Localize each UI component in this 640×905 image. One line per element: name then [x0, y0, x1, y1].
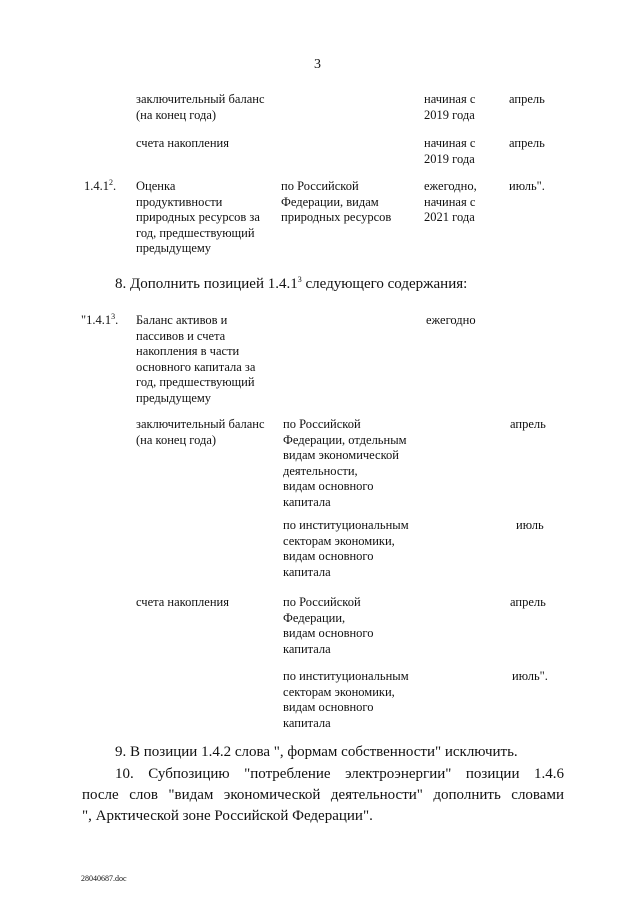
text-line: продуктивности — [136, 194, 223, 209]
paragraph-10-line-1: 10. Субпозицию "потребление электроэнергии" позиции 1.4.6 — [115, 766, 564, 782]
text-line: видам основного — [283, 626, 374, 640]
text-line: заключительный баланс — [136, 417, 265, 431]
t2-main-period: ежегодно — [426, 313, 476, 327]
code-suffix: . — [113, 179, 117, 193]
t2-final-sub2-breakdown — [283, 518, 409, 580]
text-line: деятельности, — [283, 463, 358, 478]
text-span: 8. Дополнить позицией 1.4.1 — [115, 276, 298, 292]
t2-accum-sub1-month: апрель — [510, 595, 546, 609]
t2-accum-sub2-breakdown — [283, 669, 409, 731]
t1-row-c-breakdown — [281, 179, 391, 226]
text-line: начиная с — [424, 92, 476, 106]
text-line: (на конец года) — [136, 107, 217, 122]
text-line: 2021 года — [424, 210, 475, 224]
text-line: по Российской — [283, 417, 361, 431]
text-line: природных ресурсов за — [136, 210, 260, 224]
text-line: природных ресурсов — [281, 210, 392, 224]
t1-row-c-code — [84, 179, 116, 195]
text-line: счета накопления — [136, 136, 229, 150]
text-line: по Российской — [283, 595, 361, 609]
text-line: видам основного — [283, 549, 374, 563]
t2-accum-sub1-breakdown — [283, 595, 374, 657]
paragraph-10-line-3: ", Арктической зоне Российской Федерации". — [82, 808, 373, 824]
text-line: видам экономической — [283, 448, 399, 462]
t1-row-b-period — [424, 136, 475, 167]
text-line: капитала — [283, 641, 331, 656]
text-line: (на конец года) — [136, 432, 217, 447]
t1-row-c-name — [136, 179, 260, 257]
text-line: Федерации, отдельным — [283, 432, 407, 447]
text-line: секторам экономики, — [283, 684, 395, 699]
text-line: 2019 года — [424, 107, 475, 122]
text-line: Оценка — [136, 179, 176, 193]
text-line: Федерации, — [283, 610, 346, 625]
text-line: счета накопления — [136, 595, 229, 609]
text-line: капитала — [283, 564, 331, 579]
footer-filename: 28040687.doc — [81, 874, 127, 883]
t1-row-a-period — [424, 92, 475, 123]
text-span: следующего содержания: — [301, 276, 468, 292]
t1-row-c-month: июль". — [509, 179, 545, 193]
t2-final-name — [136, 417, 265, 448]
t2-final-sub1-month: апрель — [510, 417, 546, 431]
text-line: основного капитала за — [136, 359, 256, 374]
text-line: видам основного — [283, 479, 374, 493]
superscript: 3 — [297, 275, 302, 284]
text-line: по институциональным — [283, 518, 409, 532]
text-line: накопления в части — [136, 344, 240, 358]
code-text: 1.4.1 — [84, 179, 109, 193]
t2-final-sub2-month: июль — [516, 518, 544, 532]
paragraph-9: 9. В позиции 1.4.2 слова ", формам собственности" исключить. — [115, 744, 518, 760]
t1-row-c-period — [424, 179, 477, 226]
t2-accum-name — [136, 595, 229, 611]
paragraph-8 — [115, 275, 467, 293]
text-line: год, предшествующий — [136, 375, 255, 389]
text-line: пассивов и счета — [136, 328, 226, 343]
text-line: по институциональным — [283, 669, 409, 683]
text-line: предыдущему — [136, 390, 212, 405]
text-line: начиная с — [424, 194, 476, 209]
t1-row-b-name — [136, 136, 229, 152]
code-superscript: 3 — [111, 311, 116, 321]
page-number: 3 — [314, 57, 321, 72]
paragraph-10-line-2: после слов "видам экономической деятельности" дополнить словами — [82, 787, 564, 803]
text-line: капитала — [283, 715, 331, 730]
text-line: секторам экономики, — [283, 533, 395, 548]
text-line: ежегодно, — [424, 179, 477, 193]
text-line: Баланс активов и — [136, 313, 228, 327]
text-line: 2019 года — [424, 151, 475, 166]
t1-row-a-month: апрель — [509, 92, 545, 106]
text-line: по Российской — [281, 179, 359, 193]
text-line: видам основного — [283, 700, 374, 714]
t2-main-code — [81, 313, 118, 329]
text-line: предыдущему — [136, 241, 212, 255]
code-suffix: . — [115, 313, 119, 327]
t1-row-a-name — [136, 92, 265, 123]
text-line: заключительный баланс — [136, 92, 265, 106]
text-line: год, предшествующий — [136, 225, 255, 240]
text-line: начиная с — [424, 136, 476, 150]
t2-final-sub1-breakdown — [283, 417, 407, 510]
text-line: капитала — [283, 494, 331, 509]
code-superscript: 2 — [109, 177, 113, 187]
t1-row-b-month: апрель — [509, 136, 545, 150]
text-line: Федерации, видам — [281, 194, 379, 209]
code-text: "1.4.1 — [81, 313, 112, 327]
t2-accum-sub2-month: июль". — [512, 669, 548, 683]
t2-main-name — [136, 313, 255, 406]
